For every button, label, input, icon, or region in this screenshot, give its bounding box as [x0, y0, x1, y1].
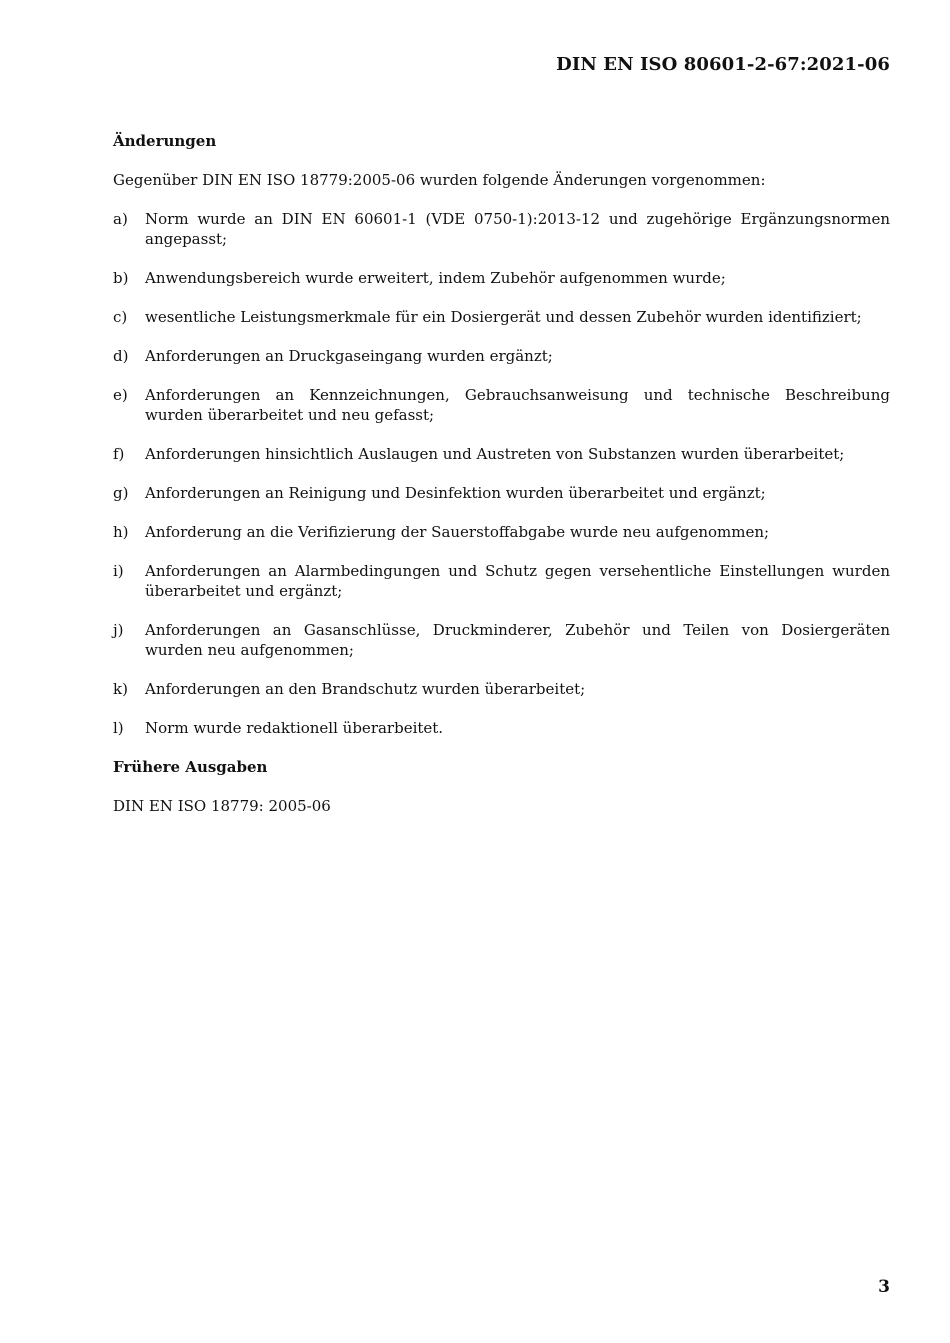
changes-list: [113, 209, 890, 738]
changes-list-item: [113, 483, 890, 503]
list-marker: f): [113, 445, 125, 463]
changes-list-item: [113, 522, 890, 542]
list-item-text: Anforderungen an Druckgaseingang wurden ergänzt;: [145, 347, 553, 365]
list-item-text: Anforderungen an Reinigung und Desinfektion wurden überarbeitet und ergänzt;: [145, 484, 766, 502]
previous-editions-heading: Frühere Ausgaben: [113, 758, 268, 776]
page-number: 3: [878, 1277, 890, 1297]
changes-list-item: [113, 268, 890, 288]
list-item-text: Anforderungen an den Brandschutz wurden überarbeitet;: [145, 680, 586, 698]
document-body: [113, 131, 890, 835]
list-item-text: Anwendungsbereich wurde erweitert, indem Zubehör aufgenommen wurde;: [145, 269, 726, 287]
previous-editions-text: DIN EN ISO 18779: 2005-06: [113, 797, 331, 815]
list-item-text: Anforderungen hinsichtlich Auslaugen und Austreten von Substanzen wurden überarbeitet;: [145, 445, 845, 463]
list-marker: b): [113, 269, 129, 287]
changes-list-item: [113, 679, 890, 699]
list-item-text: wesentliche Leistungsmerkmale für ein Dosiergerät und dessen Zubehör wurden identifiziert;: [145, 308, 862, 326]
changes-list-item: [113, 444, 890, 464]
changes-list-item: [113, 561, 890, 601]
changes-list-item: [113, 718, 890, 738]
list-marker: h): [113, 523, 129, 541]
changes-heading: Änderungen: [113, 132, 217, 150]
changes-list-item: [113, 307, 890, 327]
list-marker: l): [113, 719, 124, 737]
list-marker: g): [113, 484, 129, 502]
list-marker: j): [113, 621, 124, 639]
list-marker: d): [113, 347, 129, 365]
list-marker: a): [113, 210, 128, 228]
list-marker: e): [113, 386, 128, 404]
list-item-text: Norm wurde redaktionell überarbeitet.: [145, 719, 444, 737]
document-id-header: DIN EN ISO 80601-2-67:2021-06: [556, 54, 890, 75]
list-marker: k): [113, 680, 128, 698]
list-item-text: Anforderung an die Verifizierung der Sauerstoffabgabe wurde neu aufgenommen;: [145, 523, 770, 541]
changes-list-item: [113, 346, 890, 366]
list-marker: c): [113, 308, 128, 326]
changes-intro: Gegenüber DIN EN ISO 18779:2005-06 wurden folgende Änderungen vorgenommen:: [113, 171, 766, 189]
changes-list-item: [113, 620, 890, 660]
list-marker: i): [113, 562, 124, 580]
list-item-text: Anforderungen an Kennzeichnungen, Gebrauchsanweisung und technische Beschreibung wurden überarbeitet und neu gefasst;: [145, 386, 890, 424]
list-item-text: Anforderungen an Alarmbedingungen und Schutz gegen versehentliche Einstellungen wurden überarbeitet und ergänzt;: [145, 562, 890, 600]
list-item-text: Anforderungen an Gasanschlüsse, Druckminderer, Zubehör und Teilen von Dosiergeräten wurden neu aufgenommen;: [145, 621, 890, 659]
changes-list-item: [113, 385, 890, 425]
changes-list-item: [113, 209, 890, 249]
list-item-text: Norm wurde an DIN EN 60601-1 (VDE 0750-1):2013-12 und zugehörige Ergänzungsnormen angepasst;: [145, 210, 890, 248]
